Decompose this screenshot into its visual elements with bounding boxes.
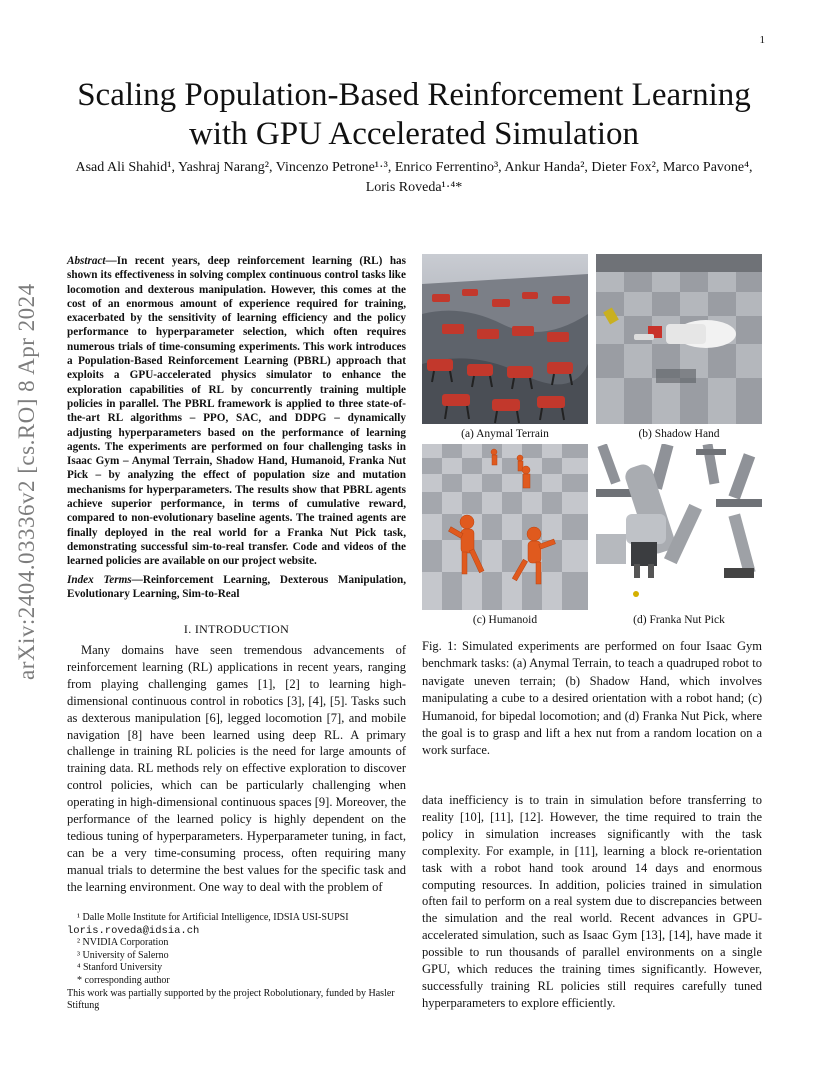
subcaption-b: (b) Shadow Hand: [638, 428, 720, 440]
subcaption-d: (d) Franka Nut Pick: [633, 614, 725, 626]
title-line-1: Scaling Population-Based Reinforcement Learning: [77, 77, 751, 113]
footnote-5: * corresponding author: [77, 974, 170, 986]
subcaption-a: (a) Anymal Terrain: [461, 428, 549, 440]
subcaption-c: (c) Humanoid: [472, 614, 538, 626]
shadow-hand-image: [596, 254, 762, 424]
title-line-2: with GPU Accelerated Simulation: [189, 116, 639, 152]
index-terms: [67, 573, 406, 602]
anymal-terrain-image: [422, 254, 588, 424]
footnote-funding: This work was partially supported by the project Robolutionary, funded by Hasler Stiftung: [67, 987, 395, 1012]
footnote-email[interactable]: loris.roveda@idsia.ch: [67, 924, 200, 937]
abstract: [67, 254, 406, 569]
figure-humanoid: [422, 444, 588, 610]
arxiv-identifier[interactable]: arXiv:2404.03336v2 [cs.RO] 8 Apr 2024: [14, 283, 39, 680]
franka-nut-pick-image: [596, 444, 762, 610]
author-list: Asad Ali Shahid¹, Yashraj Narang², Vincenzo Petrone¹·³, Enrico Ferrentino³, Ankur Handa², Dieter Fox², Marco Pavone⁴, Loris Roveda¹·⁴*: [75, 160, 753, 195]
intro-column-2: data inefficiency is to train in simulation before transferring to reality [10], [11], [12]. However, the time required to train the policy in simulation increases significantly with the task complexity. For example, in [11], learning a block re-orientation task with a robot hand took around 14 days and enormous computing resources. In addition, policies trained in simulation often fail to perform on a real system due to discrepancies between the simulation and the real world. Recent advances in GPU-accelerated simulation, such as Isaac Gym [13], [14], have made it possible to run thousands of parallel environments on a single GPU, which reduces the training times significantly. However, successfully training RL policies still requires carefully tuned hyperparameters to explore efficiently.: [422, 793, 762, 1010]
index-terms-text: —Reinforcement Learning, Dexterous Manipulation, Evolutionary Learning, Sim-to-Real: [67, 574, 406, 601]
footnote-3: ³ University of Salerno: [77, 949, 169, 961]
section-heading: I. INTRODUCTION: [183, 622, 290, 636]
page-number: 1: [759, 34, 765, 46]
figure-anymal-terrain: [422, 254, 588, 424]
paper-title: [0, 76, 828, 154]
footnote-1: ¹ Dalle Molle Institute for Artificial Intelligence, IDSIA USI-SUPSI: [77, 912, 349, 923]
abstract-label: Abstract: [67, 255, 106, 267]
figure-franka-nut-pick: [596, 444, 762, 610]
abstract-text: —In recent years, deep reinforcement learning (RL) has shown its effectiveness in solving complex continuous control tasks like locomotion and dexterous manipulation. However, this comes at the cost of an enormous amount of experience required for training, exacerbated by the sensitivity of learning efficiency and the policy performance to hyperparameter selection, which often requires numerous trials of time-consuming experiments. This work introduces a Population-Based Reinforcement Learning (PBRL) approach that exploits a GPU-accelerated physics simulator to enhance the exploration capabilities of RL by concurrently training multiple policies in parallel. The PBRL framework is applied to three state-of-the-art RL algorithms – PPO, SAC, and DDPG – dynamically adjusting hyperparameters based on the performance of learning agents. The experiments are performed on four challenging tasks in Isaac Gym – Anymal Terrain, Shadow Hand, Humanoid, Franka Nut Pick – by analyzing the effect of population size and mutation mechanisms for hyperparameters. The results show that PBRL agents achieve superior performance, in terms of cumulative reward, compared to non-evolutionary baseline agents. The trained agents are finally deployed in the real world for a Franka Nut Pick task, demonstrating successful sim-to-real transfer. Code and videos of the learned policies are available on our project website.: [67, 255, 406, 568]
intro-column-1: Many domains have seen tremendous advancements of reinforcement learning (RL) applications in recent years, ranging from playing challenging games [1], [2] to learning high-dimensional continuous control in robotics [3], [4], [5]. Tasks such as dexterous manipulation [6], legged locomotion [7], and mobile navigation [8] have been learned using deep RL. A primary challenge in training RL policies is the need for large amounts of training data. RL methods rely on effective exploration to discover control policies, which can be particularly challenging when operating in high-dimensional continuous spaces [9]. Moreover, the performance of the learned policy is highly dependent on the tedious tuning of hyperparameters. Hyperparameter tuning, in fact, can be a very time-consuming process, often requiring many manual trials to determine the best values for the specific task and the learning environment. One way to deal with the problem of: [67, 643, 406, 894]
footnotes: [67, 912, 406, 1013]
figure-caption: Fig. 1: Simulated experiments are performed on four Isaac Gym benchmark tasks: (a) Anymal Terrain, to teach a quadruped robot to navigate uneven terrain; (b) Shadow Hand, which involves manipulating a cube to a desired orientation with a robot hand; (c) Humanoid, for bipedal locomotion; and (d) Franka Nut Pick, where the goal is to grasp and lift a hex nut from a random location on a work surface.: [422, 639, 762, 758]
footnote-2: ² NVIDIA Corporation: [77, 937, 169, 949]
humanoid-image: [422, 444, 588, 610]
index-terms-label: Index Terms: [67, 574, 132, 586]
footnote-4: ⁴ Stanford University: [77, 962, 163, 974]
figure-shadow-hand: [596, 254, 762, 424]
